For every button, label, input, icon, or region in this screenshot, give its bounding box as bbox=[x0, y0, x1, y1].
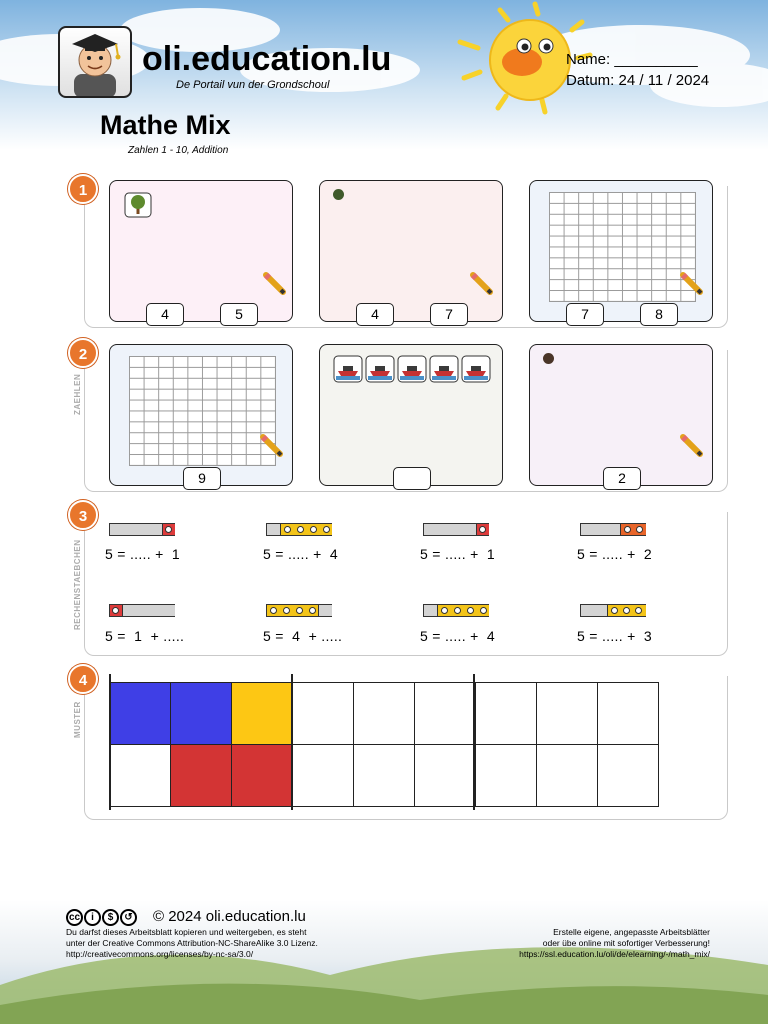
pattern-cell[interactable] bbox=[293, 683, 354, 745]
pencil-icon bbox=[680, 272, 704, 296]
tree-icon bbox=[124, 192, 152, 218]
pattern-cell[interactable] bbox=[598, 683, 659, 745]
dot-icon bbox=[543, 353, 554, 364]
answer-box[interactable]: 4 bbox=[356, 303, 394, 326]
boat-icon bbox=[430, 356, 458, 382]
license-link[interactable]: http://creativecommons.org/licenses/by-nc-sa/3.0/ bbox=[66, 949, 254, 959]
boat-icon bbox=[462, 356, 490, 382]
promo-line: Erstelle eigene, angepasste Arbeitsblätter bbox=[553, 927, 710, 937]
section-badge: 4 bbox=[68, 664, 98, 694]
number-rod bbox=[423, 604, 489, 617]
pattern-row bbox=[110, 745, 659, 807]
worksheet-subtitle: Zahlen 1 - 10, Addition bbox=[128, 145, 229, 156]
copyright-text: © 2024 oli.education.lu bbox=[153, 908, 306, 925]
license-line: unter der Creative Commons Attribution-NC-ShareAlike 3.0 Lizenz. bbox=[66, 938, 318, 948]
number-rod bbox=[266, 523, 332, 536]
pattern-cell[interactable] bbox=[171, 745, 232, 807]
pattern-cell[interactable] bbox=[171, 683, 232, 745]
number-rod bbox=[266, 604, 332, 617]
equation: 5 = ..... + 4 bbox=[263, 546, 339, 562]
hundred-grid bbox=[549, 192, 696, 302]
name-field[interactable]: Name: __________ bbox=[566, 51, 698, 68]
pattern-cell[interactable] bbox=[415, 745, 476, 807]
equation: 5 = 4 + ..... bbox=[263, 628, 343, 644]
equation: 5 = 1 + ..... bbox=[105, 628, 185, 644]
counting-card bbox=[109, 344, 293, 486]
pattern-cell[interactable] bbox=[110, 745, 171, 807]
pattern-row bbox=[110, 683, 659, 745]
section-badge: 3 bbox=[68, 500, 98, 530]
pattern-cell[interactable] bbox=[293, 745, 354, 807]
pattern-cell[interactable] bbox=[537, 683, 598, 745]
sa-icon: ↺ bbox=[120, 909, 137, 926]
site-title: oli.education.lu bbox=[142, 40, 392, 78]
pattern-cell[interactable] bbox=[537, 745, 598, 807]
number-rod bbox=[109, 523, 175, 536]
boat-icon bbox=[334, 356, 362, 382]
answer-box[interactable] bbox=[393, 467, 431, 490]
hundred-grid bbox=[129, 356, 276, 466]
pattern-grid bbox=[109, 682, 659, 807]
boat-icon bbox=[366, 356, 394, 382]
pattern-cell[interactable] bbox=[354, 745, 415, 807]
answer-box[interactable]: 2 bbox=[603, 467, 641, 490]
pattern-cell[interactable] bbox=[354, 683, 415, 745]
answer-box[interactable]: 4 bbox=[146, 303, 184, 326]
pattern-cell[interactable] bbox=[476, 683, 537, 745]
by-icon: i bbox=[84, 909, 101, 926]
answer-box[interactable]: 8 bbox=[640, 303, 678, 326]
counting-card bbox=[529, 180, 713, 322]
license-line: Du darfst dieses Arbeitsblatt kopieren und weitergeben, es steht bbox=[66, 927, 307, 937]
boat-icon bbox=[398, 356, 426, 382]
number-rod bbox=[423, 523, 489, 536]
site-subtitle: De Portail vun der Grondschoul bbox=[176, 79, 330, 91]
pattern-cell[interactable] bbox=[598, 745, 659, 807]
equation: 5 = ..... + 1 bbox=[105, 546, 181, 562]
equation: 5 = ..... + 3 bbox=[577, 628, 653, 644]
nc-icon: $ bbox=[102, 909, 119, 926]
section-side-label: RECHENSTAEBCHEN bbox=[73, 539, 82, 630]
answer-box[interactable]: 7 bbox=[430, 303, 468, 326]
promo-line: oder übe online mit sofortiger Verbesserung! bbox=[542, 938, 710, 948]
dot-icon bbox=[333, 189, 344, 200]
worksheet-title: Mathe Mix bbox=[100, 110, 231, 140]
pencil-icon bbox=[263, 272, 287, 296]
counting-card bbox=[529, 344, 713, 486]
section-side-label: ZAEHLEN bbox=[73, 373, 82, 415]
pattern-cell[interactable] bbox=[476, 745, 537, 807]
pencil-icon bbox=[680, 434, 704, 458]
equation: 5 = ..... + 1 bbox=[420, 546, 496, 562]
period-divider bbox=[291, 674, 293, 810]
promo-text bbox=[519, 927, 710, 960]
boat-row bbox=[333, 355, 493, 388]
section-side-label: MUSTER bbox=[73, 701, 82, 738]
license-text bbox=[66, 927, 318, 960]
counting-card bbox=[319, 344, 503, 486]
promo-link[interactable]: https://ssl.education.lu/oli/de/elearning/-/math_mix/ bbox=[519, 949, 710, 959]
equation: 5 = ..... + 4 bbox=[420, 628, 496, 644]
period-divider bbox=[473, 674, 475, 810]
logo-avatar bbox=[58, 26, 132, 98]
pattern-cell[interactable] bbox=[110, 683, 171, 745]
counting-card bbox=[319, 180, 503, 322]
cc-icon: cc bbox=[66, 909, 83, 926]
section-badge: 1 bbox=[68, 174, 98, 204]
section-badge: 2 bbox=[68, 338, 98, 368]
pattern-cell[interactable] bbox=[232, 683, 293, 745]
counting-card bbox=[109, 180, 293, 322]
pencil-icon bbox=[470, 272, 494, 296]
number-rod bbox=[580, 604, 646, 617]
answer-box[interactable]: 7 bbox=[566, 303, 604, 326]
date-field: Datum: 24 / 11 / 2024 bbox=[566, 72, 710, 89]
number-rod bbox=[580, 523, 646, 536]
answer-box[interactable]: 9 bbox=[183, 467, 221, 490]
equation: 5 = ..... + 2 bbox=[577, 546, 653, 562]
answer-box[interactable]: 5 bbox=[220, 303, 258, 326]
number-rod bbox=[109, 604, 175, 617]
pencil-icon bbox=[260, 434, 284, 458]
pattern-cell[interactable] bbox=[232, 745, 293, 807]
period-divider bbox=[109, 674, 111, 810]
cc-license-icons bbox=[66, 907, 138, 926]
pattern-cell[interactable] bbox=[415, 683, 476, 745]
